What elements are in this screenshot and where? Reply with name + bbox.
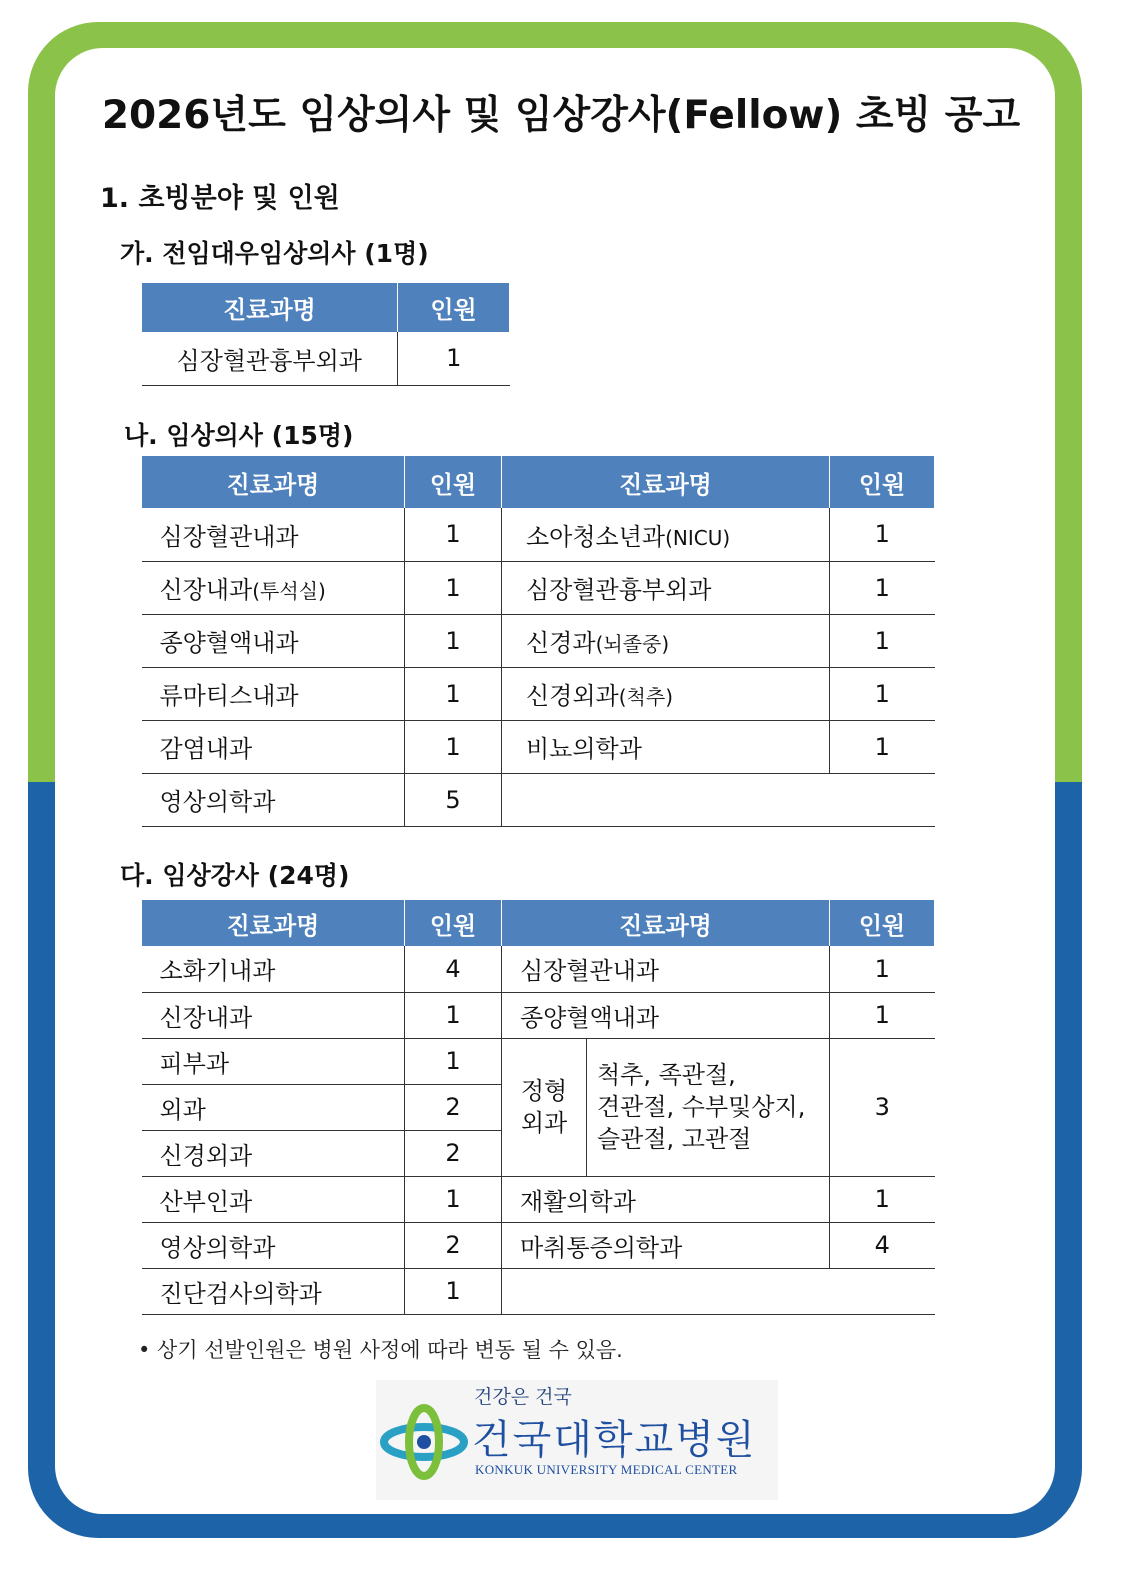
dept-cell bbox=[142, 614, 405, 667]
dept-cell: 마취통증의학과 bbox=[502, 1222, 830, 1268]
header-dept: 진료과명 bbox=[142, 283, 398, 332]
dept-cell: 신경외과 bbox=[142, 1130, 405, 1176]
dept-cell bbox=[502, 720, 830, 773]
dept-cell: 소화기내과 bbox=[142, 946, 405, 992]
count-cell: 1 bbox=[830, 1176, 935, 1222]
count-cell: 1 bbox=[830, 946, 935, 992]
count-cell: 1 bbox=[405, 720, 502, 773]
dept-cell bbox=[502, 561, 830, 614]
ortho-dept-line: 정형 bbox=[520, 1077, 568, 1105]
count-cell: 1 bbox=[405, 1038, 502, 1084]
empty-cell bbox=[502, 1268, 935, 1314]
header-dept: 진료과명 bbox=[502, 456, 830, 508]
dept-name: 류마티스내과 bbox=[159, 682, 299, 710]
table-row bbox=[142, 1038, 935, 1084]
count-cell: 4 bbox=[830, 1222, 935, 1268]
dept-cell bbox=[142, 667, 405, 720]
subsection-c-heading: 다. 임상강사 (24명) bbox=[120, 861, 350, 890]
dept-cell bbox=[142, 720, 405, 773]
dept-name: 신경외과 bbox=[526, 682, 619, 710]
count-cell: 1 bbox=[830, 508, 935, 561]
logo-slogan: 건강은 건국 bbox=[474, 1386, 572, 1408]
footnote: • 상기 선발인원은 병원 사정에 따라 변동 될 수 있음. bbox=[138, 1338, 623, 1362]
count-cell: 1 bbox=[830, 992, 935, 1038]
dept-cell: 신장내과 bbox=[142, 992, 405, 1038]
count-cell: 1 bbox=[830, 561, 935, 614]
table-row bbox=[142, 614, 935, 667]
dept-note: (척추) bbox=[618, 685, 673, 709]
table-row bbox=[142, 992, 935, 1038]
page-title: 2026년도 임상의사 및 임상강사(Fellow) 초빙 공고 bbox=[101, 93, 1021, 138]
count-cell: 4 bbox=[405, 946, 502, 992]
dept-note: (NICU) bbox=[665, 525, 731, 550]
count-cell: 1 bbox=[405, 561, 502, 614]
dept-name: 종양혈액내과 bbox=[159, 629, 299, 657]
table-row bbox=[142, 1268, 935, 1314]
header-count: 인원 bbox=[405, 900, 502, 946]
dept-cell bbox=[142, 508, 405, 561]
dept-cell: 종양혈액내과 bbox=[502, 992, 830, 1038]
count-cell: 1 bbox=[398, 332, 510, 385]
header-dept: 진료과명 bbox=[502, 900, 830, 946]
dept-cell bbox=[142, 773, 405, 826]
table-a bbox=[141, 283, 510, 386]
dept-cell bbox=[502, 508, 830, 561]
dept-cell: 외과 bbox=[142, 1084, 405, 1130]
dept-name: 감염내과 bbox=[159, 735, 253, 763]
header-count: 인원 bbox=[398, 283, 510, 332]
dept-cell: 재활의학과 bbox=[502, 1176, 830, 1222]
dept-cell: 심장혈관흉부외과 bbox=[142, 332, 398, 385]
table-row bbox=[142, 332, 510, 385]
count-cell: 1 bbox=[405, 1268, 502, 1314]
table-row bbox=[142, 561, 935, 614]
dept-note: (투석실) bbox=[252, 579, 326, 603]
table-row bbox=[142, 508, 935, 561]
dept-cell bbox=[142, 561, 405, 614]
header-dept: 진료과명 bbox=[142, 900, 405, 946]
ortho-detail-line: 견관절, 수부및상지, bbox=[597, 1093, 806, 1121]
dept-cell: 진단검사의학과 bbox=[142, 1268, 405, 1314]
dept-cell: 산부인과 bbox=[142, 1176, 405, 1222]
hospital-logo bbox=[376, 1380, 778, 1500]
count-cell: 1 bbox=[830, 614, 935, 667]
count-cell: 1 bbox=[405, 667, 502, 720]
header-dept: 진료과명 bbox=[142, 456, 405, 508]
logo-name: 건국대학교병원 bbox=[472, 1417, 757, 1463]
header-count: 인원 bbox=[405, 456, 502, 508]
ortho-dept-line: 외과 bbox=[520, 1109, 568, 1137]
dept-cell: 피부과 bbox=[142, 1038, 405, 1084]
table-c bbox=[141, 900, 935, 1315]
dept-name: 심장혈관흉부외과 bbox=[526, 576, 712, 604]
dept-name: 심장혈관내과 bbox=[159, 522, 299, 551]
count-cell: 1 bbox=[830, 720, 935, 773]
count-cell: 1 bbox=[405, 1176, 502, 1222]
count-cell: 1 bbox=[405, 508, 502, 561]
dept-name: 신장내과 bbox=[159, 576, 253, 604]
table-row bbox=[142, 773, 935, 826]
count-cell: 2 bbox=[405, 1130, 502, 1176]
count-cell: 5 bbox=[405, 773, 502, 826]
logo-english-name: KONKUK UNIVERSITY MEDICAL CENTER bbox=[475, 1462, 738, 1477]
subsection-a-heading: 가. 전임대우임상의사 (1명) bbox=[120, 239, 429, 268]
subsection-b-heading: 나. 임상의사 (15명) bbox=[124, 421, 354, 450]
dept-cell: 심장혈관내과 bbox=[502, 946, 830, 992]
dept-name: 영상의학과 bbox=[159, 788, 276, 816]
dept-cell bbox=[502, 614, 830, 667]
ortho-count-cell: 3 bbox=[830, 1038, 935, 1176]
ortho-detail-line: 척추, 족관절, bbox=[597, 1061, 736, 1089]
ortho-dept-cell bbox=[502, 1038, 587, 1176]
ortho-detail-cell bbox=[587, 1038, 830, 1176]
dept-cell bbox=[502, 667, 830, 720]
dept-note: (뇌졸중) bbox=[595, 632, 670, 656]
header-count: 인원 bbox=[830, 456, 935, 508]
table-row bbox=[142, 720, 935, 773]
hospital-emblem-icon bbox=[378, 1398, 470, 1484]
count-cell: 1 bbox=[405, 614, 502, 667]
header-count: 인원 bbox=[830, 900, 935, 946]
table-row bbox=[142, 946, 935, 992]
dept-cell: 영상의학과 bbox=[142, 1222, 405, 1268]
ortho-detail-line: 슬관절, 고관절 bbox=[597, 1125, 752, 1153]
table-b bbox=[141, 456, 935, 827]
table-row bbox=[142, 667, 935, 720]
count-cell: 1 bbox=[405, 992, 502, 1038]
table-row bbox=[142, 1222, 935, 1268]
dept-name: 비뇨의학과 bbox=[526, 735, 642, 763]
dept-name: 소아청소년과 bbox=[526, 522, 666, 551]
count-cell: 1 bbox=[830, 667, 935, 720]
count-cell: 2 bbox=[405, 1084, 502, 1130]
dept-name: 신경과 bbox=[526, 629, 596, 657]
count-cell: 2 bbox=[405, 1222, 502, 1268]
section-heading: 1. 초빙분야 및 인원 bbox=[100, 183, 340, 214]
table-row bbox=[142, 1176, 935, 1222]
empty-cell bbox=[502, 773, 935, 826]
